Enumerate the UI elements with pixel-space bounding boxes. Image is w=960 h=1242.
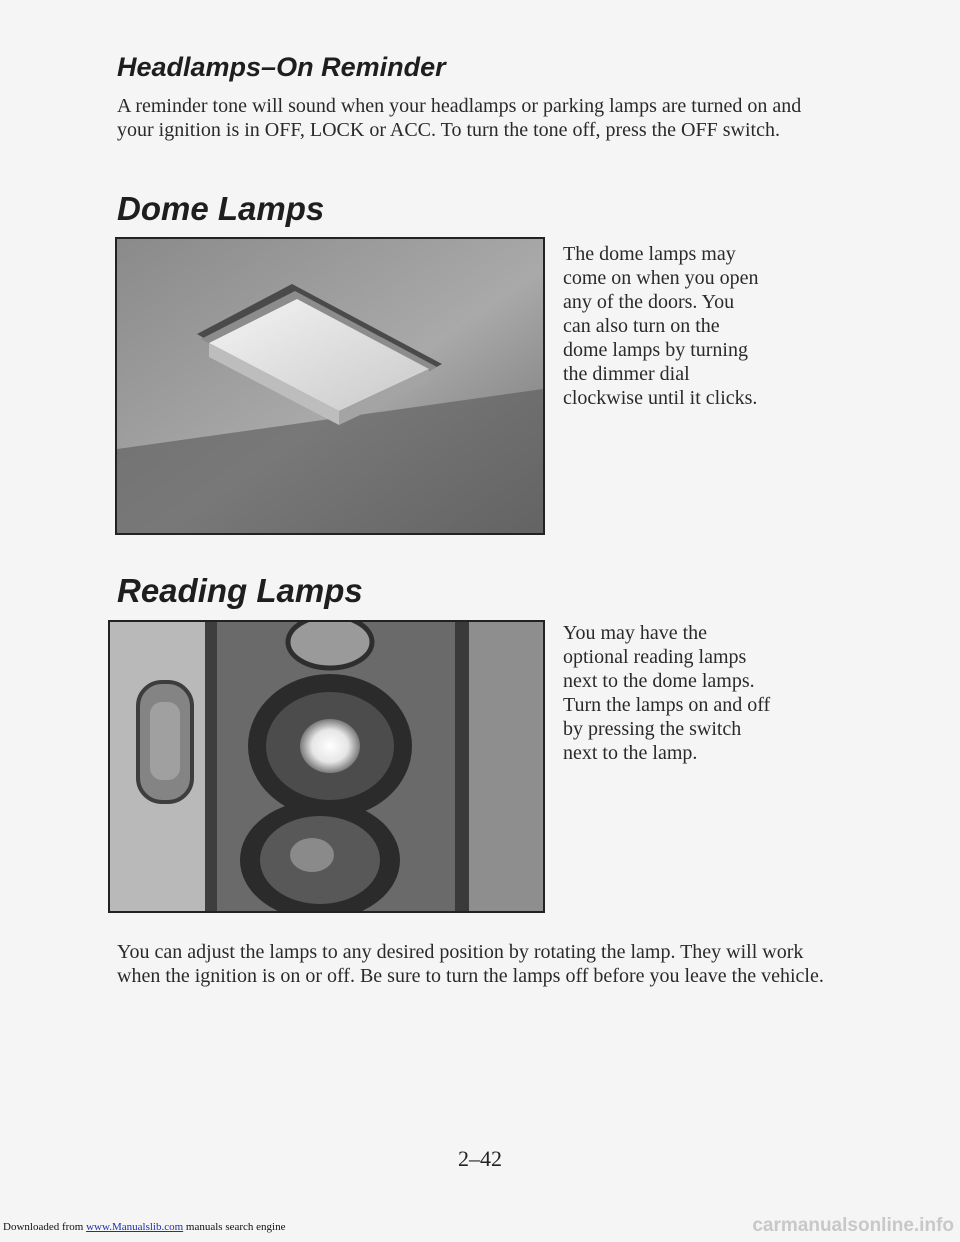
download-footer	[3, 1221, 285, 1233]
reading-lamps-adjust-text: You can adjust the lamps to any desired position by rotating the lamp. They will work when the ignition is on or off. Be sure to turn the lamps off before you leave the vehicle.	[117, 941, 824, 987]
reading-lamps-photo	[108, 620, 545, 913]
watermark: carmanualsonline.info	[752, 1215, 954, 1236]
dome-lamps-text: The dome lamps may come on when you open any of the doors. You can also turn on the dome lamps by turning the dimmer dial clockwise until it clicks.	[563, 243, 759, 409]
headlamps-reminder-text: A reminder tone will sound when your headlamps or parking lamps are turned on and your ignition is in OFF, LOCK or ACC. To turn the tone off, press the OFF switch.	[117, 95, 802, 141]
reading-lamps-heading: Reading Lamps	[117, 572, 363, 609]
headlamps-reminder-heading: Headlamps–On Reminder	[117, 52, 446, 82]
footer-suffix: manuals search engine	[183, 1221, 286, 1233]
footer-prefix: Downloaded from	[3, 1221, 87, 1233]
dome-lamp-photo	[115, 237, 545, 535]
manualslib-link[interactable]: www.Manualslib.com	[86, 1221, 184, 1233]
reading-lamps-text: You may have the optional reading lamps next to the dome lamps. Turn the lamps on and off by pressing the switch next to the lamp.	[563, 622, 771, 764]
dome-lamps-heading: Dome Lamps	[117, 190, 325, 227]
page-number: 2–42	[458, 1146, 502, 1171]
